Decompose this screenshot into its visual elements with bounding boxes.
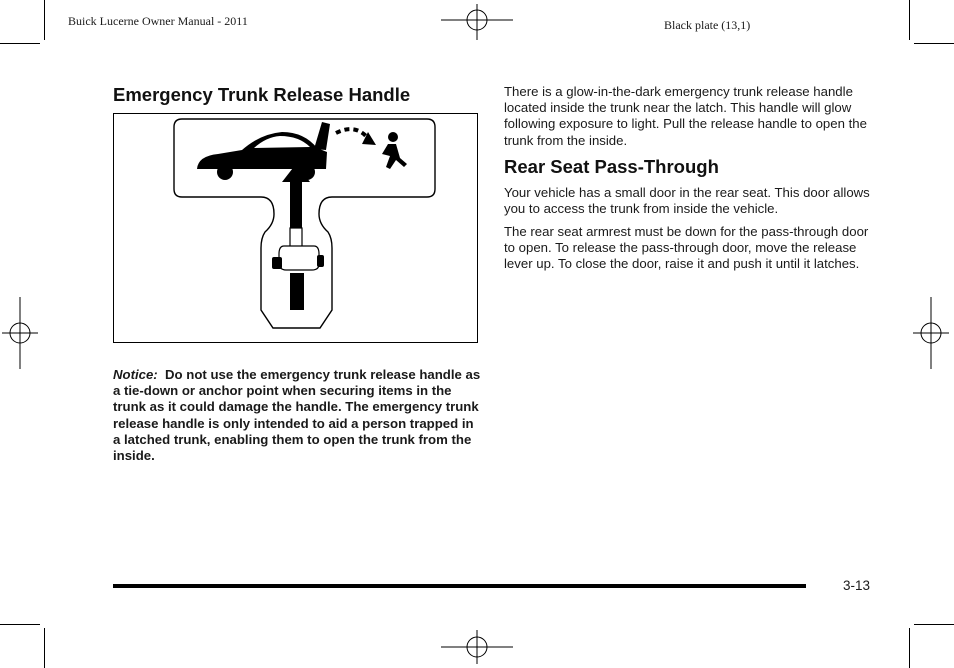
plate-label: Black plate (13,1) [664,18,751,32]
rear-seat-paragraph-1: Your vehicle has a small door in the rear seat. This door allows you to access the trunk from inside the vehicle. [504,185,870,217]
footer-rule [113,584,806,588]
notice-label: Notice: [113,367,158,382]
notice-text: Do not use the emergency trunk release handle as a tie-down or anchor point when securing items in the trunk as it could damage the handle. The emergency trunk release handle is only intended to aid a person trapped in a latched trunk, enabling them to open the trunk from the inside. [113,367,481,464]
page-number: 3-13 [843,578,871,593]
manual-title: Buick Lucerne Owner Manual - 2011 [68,14,248,28]
trunk-release-illustration [113,113,478,343]
rear-seat-heading: Rear Seat Pass-Through [504,156,719,177]
rear-seat-paragraph-2: The rear seat armrest must be down for the pass-through door to open. To release the pass-through door, move the release lever up. To close the door, raise it and push it until it latches. [504,224,869,272]
notice-paragraph [113,367,483,464]
section-heading: Emergency Trunk Release Handle [113,84,411,105]
intro-paragraph: There is a glow-in-the-dark emergency trunk release handle located inside the trunk near the latch. This handle will glow following exposure to light. Pull the release handle to open the trunk from the inside. [504,84,867,148]
